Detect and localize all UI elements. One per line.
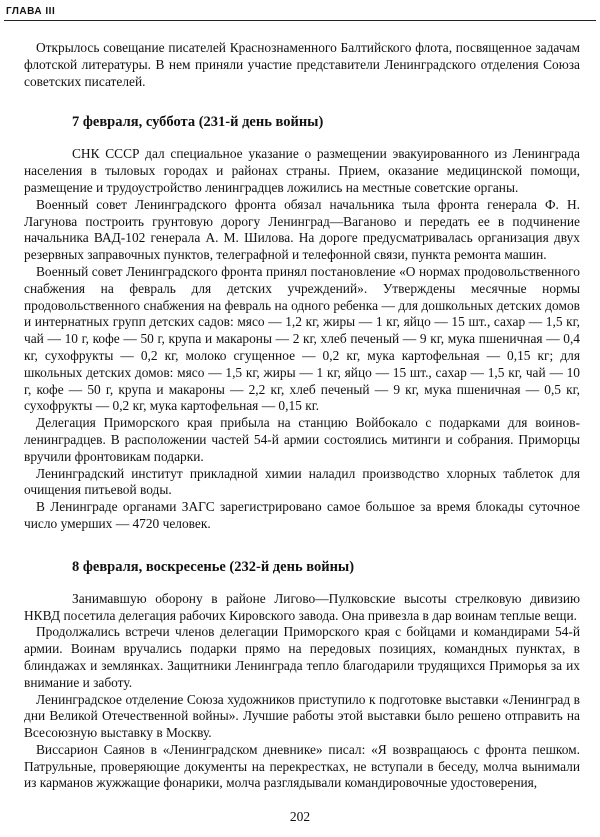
paragraph: Виссарион Саянов в «Ленинградском дневнике» писал: «Я возвращаюсь с фронта пешком. Патрульные, проверяющие документы на перекрестках, не вступали в беседу, молча вынимали из карманов жужжащие фонарики, молча разглядывали командировочные удостоверения, [24,741,580,791]
running-header [4,4,596,21]
paragraph: Продолжались встречи членов делегации Приморского края с бойцами и командирами 54-й армии. Воинам вручались подарки прямо на передовых позициях, командных пунктах, в блиндажах и землянках. Защитники Ленинграда тепло благодарили трудящихся Приморья за их внимание и заботу. [24,624,580,690]
paragraph: Занимавшую оборону в районе Лигово—Пулковские высоты стрелковую дивизию НКВД посетила делегация рабочих Кировского завода. Она привезла в дар воинам теплые вещи. [24,590,580,623]
paragraph: Ленинградское отделение Союза художников приступило к подготовке выставки «Ленинград в дни Великой Отечественной войны». Лучшие работы этой выставки было решено отправить на Всесоюзную выставку в Москву. [24,691,580,741]
paragraph: Ленинградский институт прикладной химии наладил производство хлорных таблеток для очищения питьевой воды. [24,465,580,498]
paragraph: В Ленинграде органами ЗАГС зарегистрировано самое большое за время блокады суточное число умерших — 4720 человек. [24,499,580,531]
paragraph: СНК СССР дал специальное указание о размещении эвакуированного из Ленинграда населения в тыловых городах и районах страны. Прием, оказание медицинской помощи, размещение и трудоустройство ленинградцев ложились на местные советские органы. [24,146,580,195]
chapter-title: ГЛАВА III [6,6,56,17]
section-heading-feb-7: 7 февраля, суббота (231-й день войны) [72,114,324,131]
intro-paragraph: Открылось совещание писателей Краснознаменного Балтийского флота, посвященное задачам флотской литературы. В нем приняли участие представители Ленинградского отделения Союза советских писателей. [24,40,580,89]
paragraph: Военный совет Ленинградского фронта принял постановление «О нормах продовольственного снабжения на февраль для детских учреждений». Утверждены месячные нормы продовольственного снабжения на февраль на одного ребенка — для дошкольных детских домов и интернатных групп детских садов: мясо — 1,2 кг, жиры — 1 кг, яйцо — 15 шт., сахар — 1,5 кг, чай — 10 г, кофе — 50 г, крупа и макароны — 2 кг, хлеб печеный — 9 кг, мука пшеничная — 0,4 кг, сухофрукты — 0,2 кг, молоко сгущенное — 0,2 кг, мука картофельная — 0,15 кг; для школьных детских домов: мясо — 1,5 кг, жиры — 1 кг, яйцо — 15 шт., сахар — 1,5 кг, чай — 10 г, кофе — 50 г, крупа и макароны — 2,2 кг, хлеб печеный — 9 кг, мука пшеничная — 0,5 кг, сухофрукты — 0,2 кг, мука картофельная — 0,15 кг. [24,263,580,414]
paragraph: Делегация Приморского края прибыла на станцию Войбокало с подарками для воинов-ленинградцев. В расположении частей 54-й армии состоялись митинги и собрания. Приморцы вручили фронтовикам подарки. [24,415,580,464]
paragraph: Военный совет Ленинградского фронта обязал начальника тыла фронта генерала Ф. Н. Лагунова построить грунтовую дорогу Ленинград—Ваганово и передать ее в подчинение начальника ВАД-102 генерала А. М. Шилова. На дороге предусматривалась организация двух резервных заправочных пунктов, телеграфной и телефонной связи, пункта ремонта машин. [24,196,580,263]
page-number: 202 [289,809,311,824]
section-heading-feb-8: 8 февраля, воскресенье (232-й день войны) [72,558,355,575]
page-content [24,40,580,792]
